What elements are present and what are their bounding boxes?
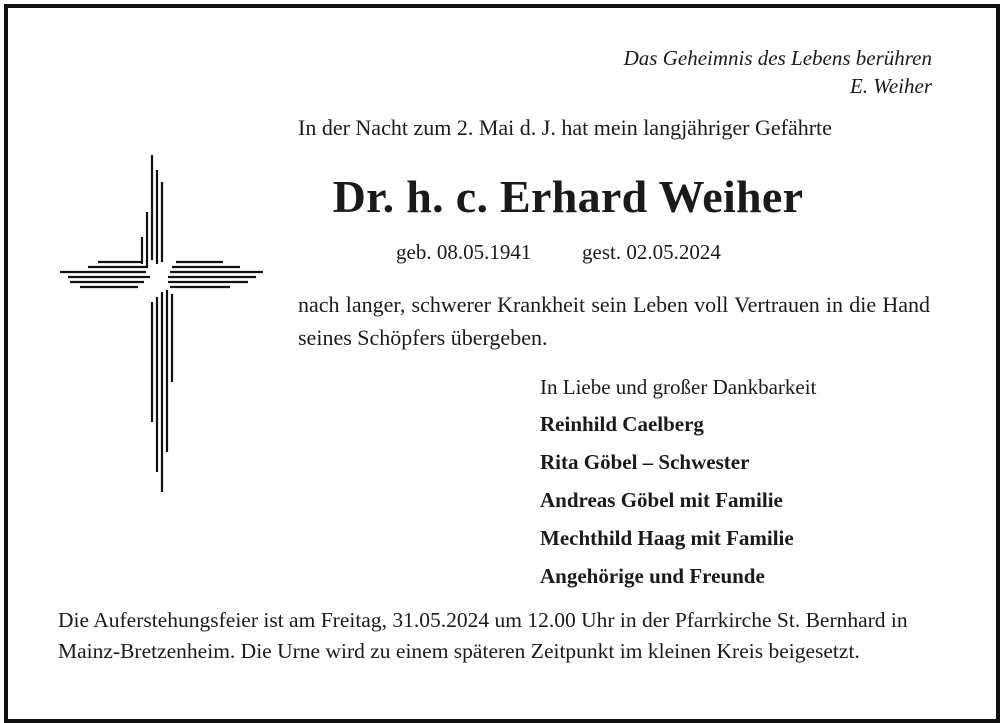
motto-author: E. Weiher — [849, 74, 932, 98]
signature-name: Mechthild Haag mit Familie — [540, 526, 794, 550]
deceased-name: Dr. h. c. Erhard Weiher — [332, 171, 804, 222]
motto-quote: Das Geheimnis des Lebens berühren — [623, 46, 932, 70]
intro-text: In der Nacht zum 2. Mai d. J. hat mein langjähriger Gefährte — [298, 115, 832, 140]
death-date: gest. 02.05.2024 — [582, 240, 721, 264]
signature-name: Reinhild Caelberg — [540, 412, 704, 436]
birth-date: geb. 08.05.1941 — [396, 240, 532, 264]
cross-icon — [58, 152, 268, 497]
signature-intro: In Liebe und großer Dankbarkeit — [540, 375, 817, 399]
signature-name: Rita Göbel – Schwester — [540, 450, 750, 474]
closing-text: Die Auferstehungsfeier ist am Freitag, 31.05.2024 um 12.00 Uhr in der Pfarrkirche St. Bernhard in Mainz-Bretzenheim. Die Urne wird zu einem späteren Zeitpunkt im kleinen Kreis beigesetzt. — [58, 608, 908, 663]
body-text: nach langer, schwerer Krankheit sein Leben voll Vertrauen in die Hand seines Schöpfers übergeben. — [298, 292, 930, 350]
signature-name: Andreas Göbel mit Familie — [540, 488, 783, 512]
signature-name: Angehörige und Freunde — [540, 564, 765, 588]
